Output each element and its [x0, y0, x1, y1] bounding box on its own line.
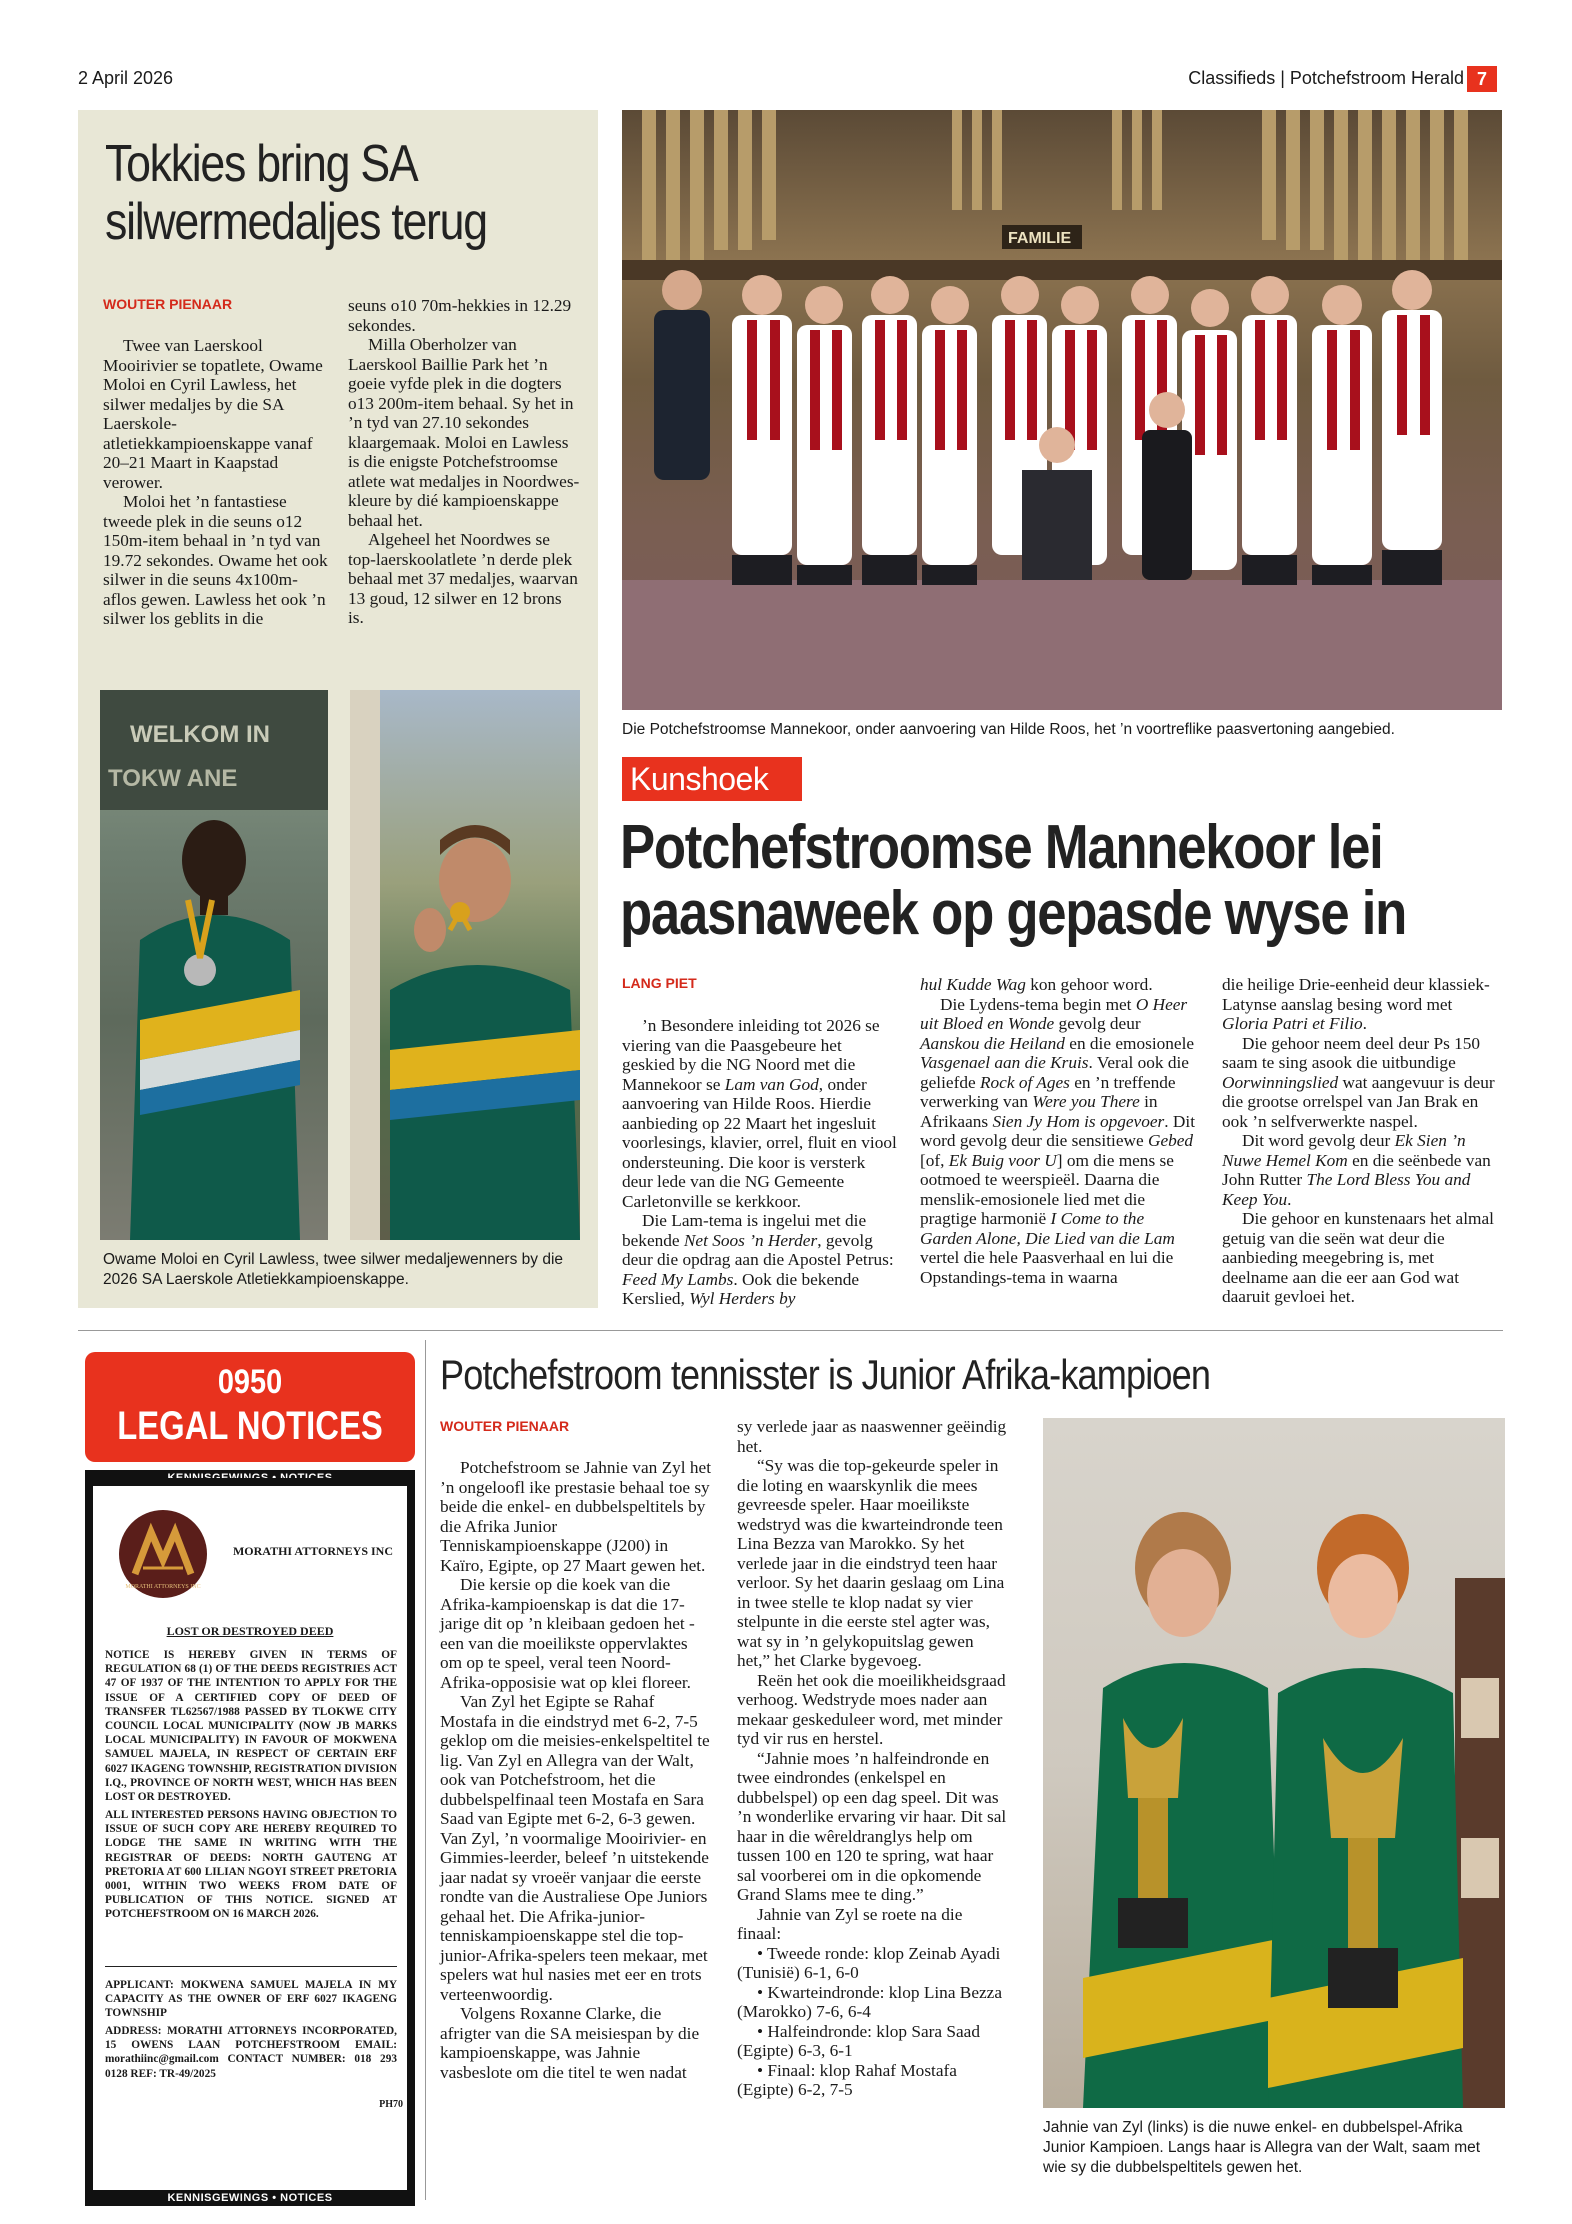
morathi-logo	[113, 1504, 213, 1604]
morathi-logo-icon	[113, 1504, 213, 1604]
tokkies-photo-caption: Owame Moloi en Cyril Lawless, twee silwer medaljewenners by die 2026 SA Laerskole Atletiekkampioenskappe.	[103, 1251, 564, 1288]
choir-paragraph: Dit word gevolg deur Ek Sien ’n Nuwe Hemel Kom en die seënbede van John Rutter The Lord Bless You and Keep You.	[1222, 1131, 1491, 1209]
cyril-photo	[350, 690, 580, 1240]
choir-paragraph: Die Lam-tema is ingelui met die bekende Net Soos ’n Herder, gevolg deur die opdrag aan die Apostel Petrus: Feed My Lambs. Ook die bekende Kerslied, Wyl Herders by	[622, 1211, 894, 1308]
tokkies-headline-line1: Tokkies bring SA	[105, 135, 418, 193]
tennis-paragraph: “Sy was die top-gekeurde speler in die loting en waarskynlik die mees gevreesde speler. Haar moeilikste wedstryd was die kwarteindronde teen Lina Bezza van Marokko. Sy het verlede jaar in die eindstryd teen haar verloor. Sy het daarin geslaag om Lina in twee stelle te klop nadat sy vier stelpunte in die eerste stel agter was, wat sy in ’n gelykopuitslag gewen het,” het Clarke bygevoeg.	[737, 1456, 1005, 1670]
tennis-byline: WOUTER PIENAAR	[440, 1418, 570, 1434]
notice-reference: PH70	[379, 2099, 403, 2110]
issue-date: 2 April 2026	[78, 68, 174, 88]
notice-address: ADDRESS: MORATHI ATTORNEYS INCORPORATED, 15 OWENS LAAN POTCHEFSTROOM EMAIL: morathiinc@gmail.com CONTACT NUMBER: 018 293 0128 REF: TR-49/2025	[105, 2025, 397, 2080]
choir-members	[654, 270, 1442, 585]
tokkies-headline-line2: silwermedaljes terug	[105, 193, 487, 251]
choir-photo-caption: Die Potchefstroomse Mannekoor, onder aanvoering van Hilde Roos, het ’n voortreflike paasvertoning aangebied.	[622, 721, 1395, 738]
tokkies-paragraph: Algeheel het Noordwes se top-laerskoolatlete ’n derde plek behaal met 37 medaljes, waarvan 13 goud, 12 silwer en 12 brons is.	[348, 530, 578, 627]
tokkies-headline	[105, 135, 587, 251]
choir-paragraph: die heilige Drie-eenheid deur klassiek- Latynse aanslag besing word met Gloria Patri et Filio.	[1222, 975, 1490, 1033]
tennis-photo	[1043, 1418, 1505, 2108]
tokkies-paragraph: Milla Oberholzer van Laerskool Baillie Park het ’n goeie vyfde plek in die dogters o13 200m-item behaal. Sy het in ’n tyd van 27.10 sekondes klaargemaak. Moloi en Lawless is die enigste Potchefstroomse atlete wat medaljes in Noordwes-kleure by dié kampioenskappe behaal het.	[348, 335, 580, 530]
legal-notices-header	[85, 1352, 415, 1462]
tennis-paragraph: Volgens Roxanne Clarke, die afrigter van die SA meisiespan by die kampioenskappe, was Jahnie vasbeslote om die titel te wen nadat	[440, 2004, 700, 2082]
law-firm-name: MORATHI ATTORNEYS INC	[232, 1544, 394, 1558]
tokkies-paragraph: Twee van Laerskool Mooirivier se topatlete, Owame Moloi en Cyril Lawless, het silwer medaljes by die SA Laerskole-atletiekkampioenskappe vanaf 20–21 Maart in Kaapstad verower.	[103, 336, 323, 492]
choir-paragraph: Die gehoor en kunstenaars het almal getuig van die seën wat deur die aanbieding meegebring is, met deelname aan die eer aan God wat daaruit gevloei het.	[1222, 1209, 1494, 1306]
tennis-photo-caption: Jahnie van Zyl (links) is die nuwe enkel- en dubbelspel-Afrika Junior Kampioen. Langs haar is Allegra van der Walt, saam met wie sy die dubbelspeltitels gewen het.	[1043, 2119, 1481, 2176]
choir-banner-text: FAMILIE	[1008, 230, 1072, 247]
tennis-result: • Kwarteindronde: klop Lina Bezza (Marokko) 7-6, 6-4	[737, 1982, 1003, 2021]
choir-headline-line2: paasnaweek op gepasde wyse in	[620, 879, 1407, 948]
tennis-result: • Finaal: klop Rahaf Mostafa (Egipte) 6-2, 7-5	[737, 2060, 957, 2099]
notice-paragraph-1: NOTICE IS HEREBY GIVEN IN TERMS OF REGULATION 68 (1) OF THE DEEDS REGISTRIES ACT 47 OF 1937 OF THE INTENTION TO APPLY FOR THE ISSUE OF A CERTIFIED COPY OF DEED OF TRANSFER TL62567/1988 PASSED BY TLOKWE CITY COUNCIL LOCAL MUNICIPALITY (NOW JB MARKS LOCAL MUNICIPALITY) IN FAVOUR OF MOKWENA SAMUEL MAJELA, IN RESPECT OF CERTAIN ERF 6027 IKAGENG TOWNSHIP, REGISTRATION DIVISION I.Q., PROVINCE OF NORTH WEST, WHICH HAS BEEN LOST OR DESTROYED.	[105, 1649, 397, 1804]
choir-column-2	[920, 975, 1196, 1287]
choir-column-3	[1222, 975, 1502, 1307]
legal-notice-box	[85, 1478, 415, 2198]
tennis-paragraph: Potchefstroom se Jahnie van Zyl het ’n ongeloofl ike prestasie behaal toe sy beide die enkel- en dubbelspeltitels by die Afrika Junior Tenniskampioenskappe (J200) in Kaïro, Egipte, op 27 Maart gewen het.	[440, 1458, 712, 1575]
tennis-paragraph: “Jahnie moes ’n halfeindronde en twee eindrondes (enkelspel en dubbelspel) op een dag speel. Dit was ’n wonderlike ervaring vir haar. Dit sal haar in die wêreldranglys help om tussen 100 en 120 te spring, wat haar sal voorberei om in die opkomende Grand Slams mee te ding.”	[737, 1748, 1007, 1904]
section-kicker-kunshoek: Kunshoek	[622, 757, 802, 801]
owame-photo	[100, 690, 328, 1240]
legal-strip-bottom: KENNISGEWINGS • NOTICES	[85, 2190, 415, 2206]
tennis-result: • Halfeindronde: klop Sara Saad (Egipte) 6-3, 6-1	[737, 2021, 980, 2060]
tokkies-paragraph: seuns o10 70m-hekkies in 12.29 sekondes.	[348, 296, 572, 335]
tennis-paragraph: Reën het ook die moeilikheidsgraad verhoog. Wedstryde moes nader aan mekaar geskeduleer word, met minder tyd vir rus en herstel.	[737, 1670, 1006, 1748]
legal-title: LEGAL NOTICES	[117, 1404, 383, 1448]
logo-text: MORATHI ATTORNEYS INC	[125, 1584, 201, 1590]
choir-illustration	[622, 110, 1502, 710]
notice-title: LOST OR DESTROYED DEED	[166, 1624, 334, 1638]
choir-column-1	[622, 1016, 898, 1309]
notice-paragraph-2: ALL INTERESTED PERSONS HAVING OBJECTION TO ISSUE OF SUCH COPY ARE HEREBY REQUIRED TO LODGE THE SAME IN WRITING WITH THE REGISTRAR OF DEEDS: NORTH GAUTENG AT PRETORIA AT 600 LILIAN NGOYI STREET PRETORIA 0001, WITHIN TWO WEEKS FROM DATE OF PUBLICATION OF THIS NOTICE. SIGNED AT POTCHEFSTROOM ON 16 MARCH 2026.	[105, 1809, 397, 1921]
tennis-paragraph: sy verlede jaar as naaswenner geëindig het.	[737, 1417, 1007, 1456]
tokkies-column-2	[348, 296, 580, 628]
choir-photo	[622, 110, 1502, 710]
tokkies-paragraph: Moloi het ’n fantastiese tweede plek in die seuns o12 150m-item behaal in ’n tyd van 19.72 sekondes. Owame het ook silwer in die seuns 4x100m-aflos gewen. Lawless het ook ’n silwer los geblits in die	[103, 492, 328, 628]
tokkies-column-1	[103, 336, 331, 629]
tennis-column-2	[737, 1417, 1009, 2100]
tennis-result: • Tweede ronde: klop Zeinab Ayadi (Tunisië) 6-1, 6-0	[737, 1943, 1001, 1982]
choir-headline-line1: Potchefstroomse Mannekoor lei	[620, 813, 1383, 882]
section-divider	[78, 1330, 1503, 1331]
section-masthead: Classifieds | Potchefstroom Herald	[1188, 68, 1464, 88]
notice-applicant: APPLICANT: MOKWENA SAMUEL MAJELA IN MY CAPACITY AS THE OWNER OF ERF 6027 IKAGENG TOWNSHIP	[105, 1979, 397, 2020]
sign-text-1: WELKOM IN	[130, 721, 270, 748]
tokkies-byline: WOUTER PIENAAR	[103, 296, 233, 312]
sign-text-2: TOKW ANE	[108, 765, 238, 792]
choir-paragraph: ’n Besondere inleiding tot 2026 se viering van die Paasgebeure het geskied by die NG Noord met die Mannekoor se Lam van God, onder aanvoering van Hilde Roos. Hierdie aanbieding op 22 Maart het ingesluit voorlesings, klavier, orrel, fluit en viool ondersteuning. Die koor is versterk deur lede van die NG Gemeente Carletonville se kerkkoor.	[622, 1016, 897, 1211]
choir-headline	[620, 815, 1513, 947]
notice-divider	[105, 1966, 397, 1967]
tennis-paragraph: Jahnie van Zyl se roete na die finaal:	[737, 1904, 963, 1943]
column-divider	[425, 1340, 426, 2200]
tennis-illustration	[1043, 1418, 1505, 2108]
choir-paragraph: Die gehoor neem deel deur Ps 150 saam te sing asook die uitbundige Oorwinningslied wat aangevuur is deur die grootse orrelspel van Jan Brak en ook ’n selfverwerkte naspel.	[1222, 1033, 1495, 1131]
cyril-illustration	[350, 690, 580, 1240]
choir-paragraph: hul Kudde Wag kon gehoor word.	[920, 975, 1153, 994]
tennis-paragraph: Die kersie op die koek van die Afrika-kampioenskap is dat die 17-jarige dit op ’n kleibaan gedoen het - een van die moeilikste oppervlaktes om op te speel, veral teen Noord-Afrika-opposisie wat op klei floreer.	[440, 1575, 695, 1692]
owame-illustration	[100, 690, 328, 1240]
page-number-badge: 7	[1467, 66, 1497, 92]
tennis-column-1	[440, 1458, 712, 2082]
legal-code: 0950	[217, 1363, 283, 1401]
choir-byline: LANG PIET	[622, 975, 697, 991]
tennis-paragraph: Van Zyl het Egipte se Rahaf Mostafa in die eindstryd met 6-2, 7-5 geklop om die meisies-enkelspeltitel te lig. Van Zyl en Allegra van der Walt, ook van Potchefstroom, het die dubbelspelfinaal teen Mostafa en Sara Saad van Egipte met 6-2, 6-3 gewen. Van Zyl, ’n voormalige Mooirivier- en Gimmies-leerder, beleef ’n uitstekende jaar nadat sy vroeër vanjaar die eerste rondte van die Australiese Ope Juniors gehaal het. Die Afrika-junior-tenniskampioenskappe stel die top-junior-Afrika-spelers teen mekaar, met spelers wat hul nasies met eer en trots verteenwoordig.	[440, 1692, 710, 2004]
choir-paragraph: Die Lydens-tema begin met O Heer uit Bloed en Wonde gevolg deur Aanskou die Heiland en die emosionele Vasgenael aan die Kruis. Veral ook die geliefde Rock of Ages en ’n treffende verwerking van Were you There in Afrikaans Sien Jy Hom is opgevoer. Dit word gevolg deur die sensitiewe Gebed [of, Ek Buig voor U] om die mens se ootmoed te weerspieël. Daarna die menslik-emosionele lied met die pragtige harmonië I Come to the Garden Alone, Die Lied van die Lam vertel die hele Paasverhaal en lui die Opstandings-tema in waarna	[920, 994, 1196, 1287]
tennis-headline: Potchefstroom tennisster is Junior Afrika-kampioen	[440, 1351, 1211, 1398]
